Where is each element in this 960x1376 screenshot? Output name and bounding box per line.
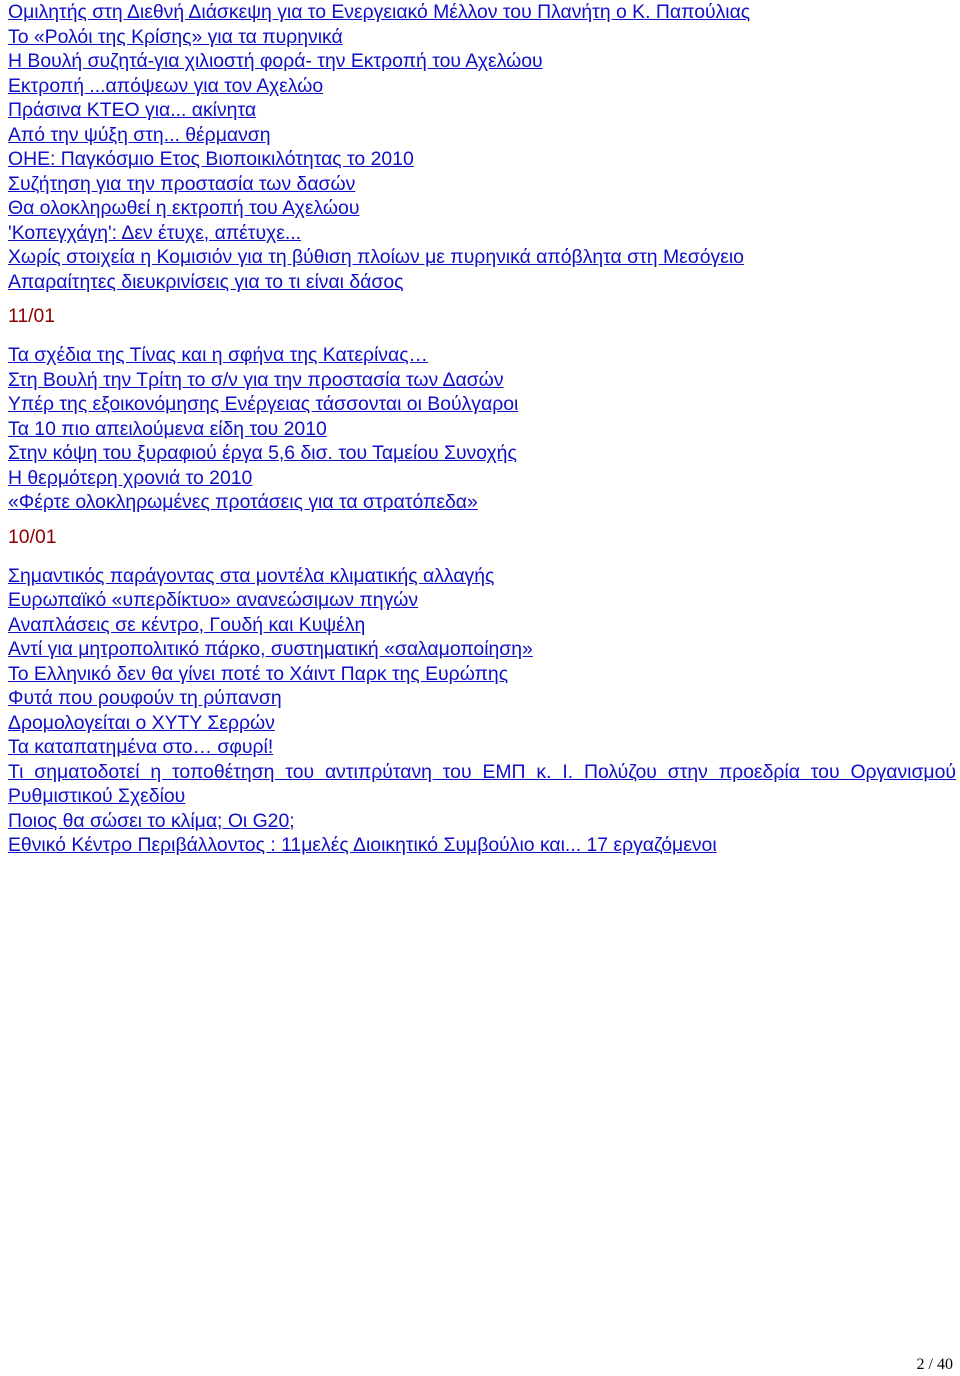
- news-link[interactable]: Στην κόψη του ξυραφιού έργα 5,6 δισ. του Ταμείου Συνοχής: [8, 442, 517, 464]
- news-link[interactable]: Τα καταπατημένα στο… σφυρί!: [8, 736, 274, 758]
- news-link[interactable]: Φυτά που ρουφούν τη ρύπανση: [8, 687, 282, 709]
- news-link[interactable]: Τα 10 πιο απειλούμενα είδη του 2010: [8, 417, 327, 440]
- news-link[interactable]: Η Βουλή συζητά-για χιλιοστή φορά- την Εκτροπή του Αχελώου: [8, 50, 543, 72]
- news-link[interactable]: Συζήτηση για την προστασία των δασών: [8, 172, 356, 195]
- news-link[interactable]: Ευρωπαϊκό «υπερδίκτυο» ανανεώσιμων πηγών: [8, 589, 419, 611]
- news-link[interactable]: Πράσινα ΚΤΕΟ για... ακίνητα: [8, 99, 257, 121]
- news-link[interactable]: ΟΗΕ: Παγκόσμιο Ετος Βιοποικιλότητας το 2010: [8, 148, 414, 170]
- news-link[interactable]: Αντί για μητροπολιτικό πάρκο, συστηματική «σαλαμοποίηση»: [8, 638, 533, 660]
- news-link[interactable]: «Φέρτε ολοκληρωμένες προτάσεις για τα στρατόπεδα»: [8, 491, 478, 513]
- news-link[interactable]: Τα σχέδια της Τίνας και η σφήνα της Κατερίνας…: [8, 344, 428, 366]
- news-link[interactable]: 'Κοπεγχάγη': Δεν έτυχε, απέτυχε...: [8, 221, 302, 244]
- news-link[interactable]: Στη Βουλή την Τρίτη το σ/ν για την προστασία των Δασών: [8, 368, 504, 391]
- news-link[interactable]: Ποιος θα σώσει το κλίμα; Οι G20;: [8, 809, 295, 832]
- news-link[interactable]: Η θερμότερη χρονιά το 2010: [8, 466, 253, 489]
- news-link[interactable]: Αναπλάσεις σε κέντρο, Γουδή και Κυψέλη: [8, 613, 366, 636]
- date-heading: 10/01: [8, 525, 57, 548]
- date-heading: 11/01: [8, 305, 56, 327]
- news-link[interactable]: Το Ελληνικό δεν θα γίνει ποτέ το Χάιντ Παρκ της Ευρώπης: [8, 662, 509, 685]
- news-link[interactable]: Σημαντικός παράγοντας στα μοντέλα κλιματικής αλλαγής: [8, 564, 495, 587]
- news-link[interactable]: Χωρίς στοιχεία η Κομισιόν για τη βύθιση πλοίων με πυρηνικά απόβλητα στη Μεσόγειο: [8, 246, 744, 268]
- news-link[interactable]: Θα ολοκληρωθεί η εκτροπή του Αχελώου: [8, 197, 360, 219]
- news-link[interactable]: Υπέρ της εξοικονόμησης Ενέργειας τάσσονται οι Βούλγαροι: [8, 393, 519, 415]
- news-link[interactable]: Εθνικό Κέντρο Περιβάλλοντος : 11μελές Διοικητικό Συμβούλιο και... 17 εργαζόμενοι: [8, 834, 717, 856]
- news-link[interactable]: Τι σηματοδοτεί η τοποθέτηση του αντιπρύτανη του ΕΜΠ κ. Ι. Πολύζου στην προεδρία του Οργανισμού Ρυθμιστικού Σχεδίου: [8, 760, 956, 807]
- news-link[interactable]: Εκτροπή ...απόψεων για τον Αχελώο: [8, 74, 324, 97]
- news-link[interactable]: Δρομολογείται ο ΧΥΤΥ Σερρών: [8, 711, 275, 734]
- news-link[interactable]: Από την ψύξη στη... θέρμανση: [8, 123, 271, 146]
- page-indicator: 2 / 40: [916, 1356, 953, 1373]
- news-list: [8, 0, 956, 858]
- news-link[interactable]: Ομιλητής στη Διεθνή Διάσκεψη για το Ενεργειακό Μέλλον του Πλανήτη ο Κ. Παπούλιας: [8, 1, 751, 23]
- news-link[interactable]: Απαραίτητες διευκρινίσεις για το τι είναι δάσος: [8, 270, 404, 293]
- news-link[interactable]: Το «Ρολόι της Κρίσης» για τα πυρηνικά: [8, 25, 343, 48]
